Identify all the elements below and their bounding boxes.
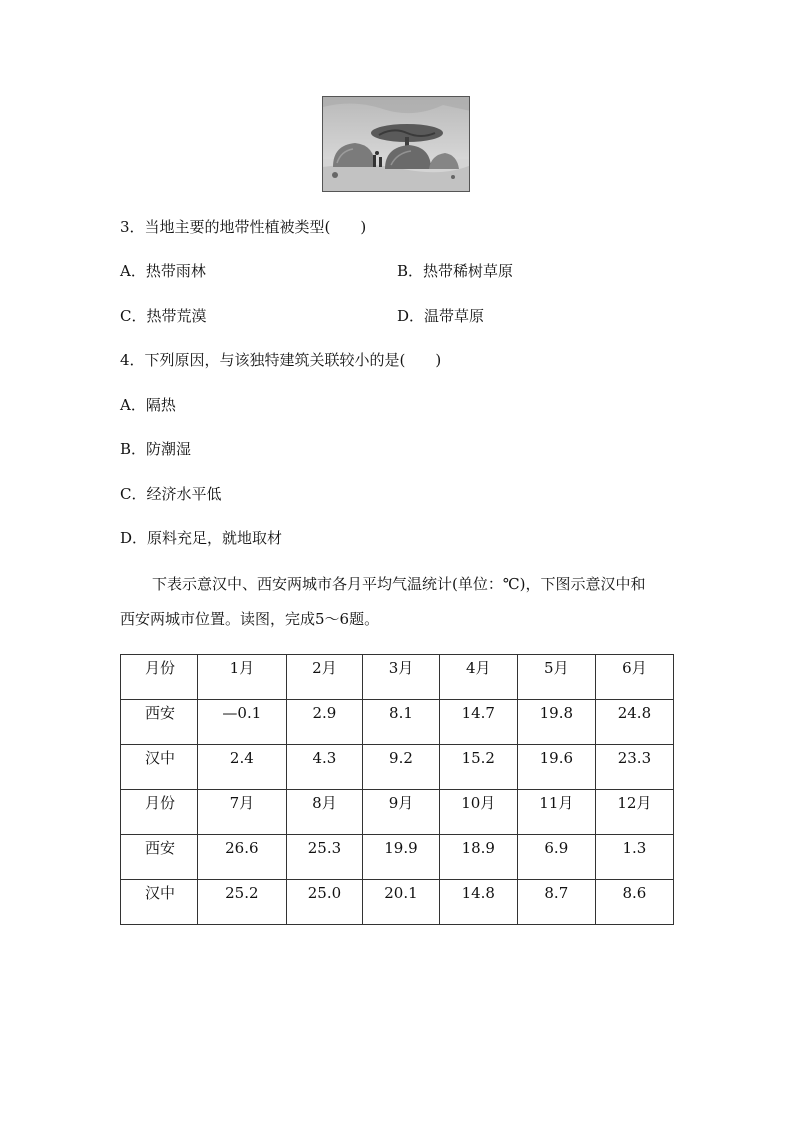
table-cell: 10月 <box>439 790 517 835</box>
table-row <box>121 655 674 700</box>
table-cell: 9.2 <box>363 745 440 790</box>
intro-line-1: 下表示意汉中、西安两城市各月平均气温统计(单位：℃)，下图示意汉中和 <box>152 575 646 593</box>
table-cell: 8.6 <box>595 880 673 925</box>
table-cell: 2.4 <box>198 745 287 790</box>
table-cell: 1月 <box>198 655 287 700</box>
table-cell: 24.8 <box>595 700 673 745</box>
table-cell: 19.9 <box>363 835 440 880</box>
table-cell: 15.2 <box>439 745 517 790</box>
table-cell: 19.8 <box>517 700 595 745</box>
table-cell: 12月 <box>595 790 673 835</box>
table-cell: 9月 <box>363 790 440 835</box>
table-cell: 14.7 <box>439 700 517 745</box>
question-3-option-b: B．热带稀树草原 <box>397 262 514 280</box>
table-cell: 25.2 <box>198 880 287 925</box>
table-cell: 11月 <box>517 790 595 835</box>
table-cell: 20.1 <box>363 880 440 925</box>
table-cell: 4.3 <box>286 745 363 790</box>
table-cell: 7月 <box>198 790 287 835</box>
question-3-option-d: D．温带草原 <box>397 307 485 325</box>
table-cell: 14.8 <box>439 880 517 925</box>
table-cell: 2月 <box>286 655 363 700</box>
question-4-option-c: C．经济水平低 <box>120 485 222 503</box>
photo-illustration <box>323 97 470 192</box>
table-cell: 4月 <box>439 655 517 700</box>
table-cell: 汉中 <box>121 880 198 925</box>
table-cell: 25.0 <box>286 880 363 925</box>
table-cell: 汉中 <box>121 745 198 790</box>
table-cell: 西安 <box>121 835 198 880</box>
table-cell: 19.6 <box>517 745 595 790</box>
table-row <box>121 880 674 925</box>
table-cell: 6月 <box>595 655 673 700</box>
question-3-option-a: A．热带雨林 <box>120 262 206 280</box>
question-4-option-b: B．防潮湿 <box>120 440 192 458</box>
table-row <box>121 700 674 745</box>
intro-line-2: 西安两城市位置。读图，完成5～6题。 <box>120 610 380 628</box>
question-4-option-d: D．原料充足，就地取材 <box>120 529 283 547</box>
table-cell: 8.7 <box>517 880 595 925</box>
table-cell: 23.3 <box>595 745 673 790</box>
question-3-stem: 3．当地主要的地带性植被类型( ) <box>120 218 367 236</box>
table-row <box>121 745 674 790</box>
table-cell: 18.9 <box>439 835 517 880</box>
question-4-stem: 4．下列原因，与该独特建筑关联较小的是( ) <box>120 351 442 369</box>
question-3-option-c: C．热带荒漠 <box>120 307 207 325</box>
table-cell: 月份 <box>121 790 198 835</box>
temperature-table <box>120 654 674 925</box>
table-cell: 西安 <box>121 700 198 745</box>
savanna-hut-photo <box>322 96 470 192</box>
table-cell: 1.3 <box>595 835 673 880</box>
table-cell: 8.1 <box>363 700 440 745</box>
table-row <box>121 790 674 835</box>
table-cell: —0.1 <box>198 700 287 745</box>
table-cell: 26.6 <box>198 835 287 880</box>
table-cell: 3月 <box>363 655 440 700</box>
table-row <box>121 835 674 880</box>
table-cell: 2.9 <box>286 700 363 745</box>
table-cell: 5月 <box>517 655 595 700</box>
question-4-option-a: A．隔热 <box>120 396 176 414</box>
table-cell: 6.9 <box>517 835 595 880</box>
table-cell: 8月 <box>286 790 363 835</box>
table-cell: 25.3 <box>286 835 363 880</box>
table-cell: 月份 <box>121 655 198 700</box>
